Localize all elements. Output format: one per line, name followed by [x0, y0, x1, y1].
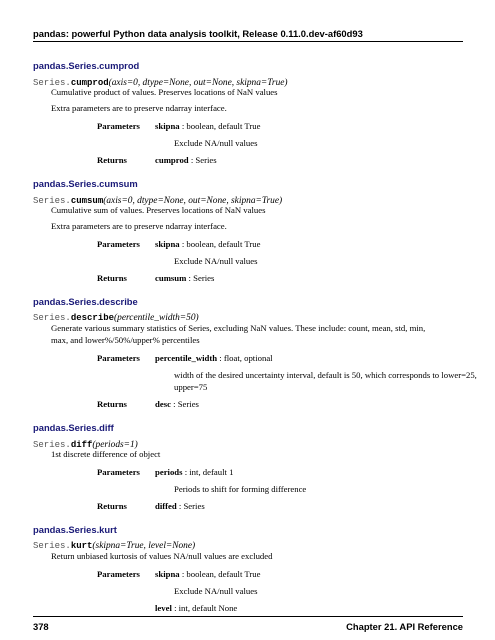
param-name: skipna [155, 121, 180, 131]
sig-args: (skipna=True, level=None) [92, 541, 196, 551]
param-desc-cumsum: Exclude NA/null values [174, 256, 258, 266]
param-diff [155, 466, 233, 478]
param-cumprod [155, 120, 260, 132]
return-name: cumsum [155, 273, 187, 283]
param-desc-diff: Periods to shift for forming difference [174, 484, 307, 494]
description-cumsum: Cumulative sum of values. Preserves locations of NaN values [51, 205, 266, 215]
parameters-label: Parameters [97, 121, 140, 131]
section-title-diff: pandas.Series.diff [33, 422, 114, 433]
param-name: periods [155, 467, 183, 477]
param-kurt-level [155, 602, 237, 614]
sig-prefix: Series. [33, 196, 71, 206]
description-kurt: Return unbiased kurtosis of values NA/null values are excluded [51, 551, 273, 561]
param-kurt-skipna [155, 568, 260, 580]
return-type: : Series [186, 273, 215, 283]
sig-name: diff [70, 440, 93, 450]
parameters-label: Parameters [97, 467, 140, 477]
parameters-label: Parameters [97, 569, 140, 579]
header-rule [33, 41, 463, 42]
section-title-cumprod: pandas.Series.cumprod [33, 60, 140, 71]
extra-cumprod: Extra parameters are to preserve ndarray interface. [51, 103, 227, 113]
param-type: : boolean, default True [179, 569, 261, 579]
returns-label: Returns [97, 501, 127, 511]
param-name: percentile_width [155, 353, 218, 363]
returns-label: Returns [97, 399, 127, 409]
return-cumprod [155, 154, 217, 166]
param-cumsum [155, 238, 260, 250]
parameters-label: Parameters [97, 353, 140, 363]
sig-args: (percentile_width=50) [114, 313, 199, 323]
param-name: level [155, 603, 172, 613]
param-name: skipna [155, 239, 180, 249]
return-name: desc [155, 399, 171, 409]
return-type: : Series [188, 155, 217, 165]
sig-prefix: Series. [33, 78, 71, 88]
param-desc-kurt: Exclude NA/null values [174, 586, 258, 596]
chapter-label: Chapter 21. API Reference [346, 621, 463, 632]
running-header: pandas: powerful Python data analysis toolkit, Release 0.11.0.dev-af60d93 [33, 28, 363, 39]
section-title-cumsum: pandas.Series.cumsum [33, 178, 138, 189]
returns-label: Returns [97, 155, 127, 165]
sig-args: (axis=0, dtype=None, out=None, skipna=True) [108, 78, 288, 88]
extra-cumsum: Extra parameters are to preserve ndarray interface. [51, 221, 227, 231]
return-name: diffed [155, 501, 177, 511]
footer-rule [33, 616, 463, 617]
description-describe-line2: max, and lower%/50%/upper% percentiles [51, 335, 200, 345]
param-type: : boolean, default True [179, 121, 261, 131]
description-cumprod: Cumulative product of values. Preserves locations of NaN values [51, 87, 278, 97]
return-type: : Series [176, 501, 205, 511]
return-type: : Series [170, 399, 199, 409]
sig-prefix: Series. [33, 541, 71, 551]
sig-name: kurt [70, 541, 93, 551]
sig-prefix: Series. [33, 440, 71, 450]
param-type: : boolean, default True [179, 239, 261, 249]
return-name: cumprod [155, 155, 189, 165]
param-desc-describe-line2: upper=75 [174, 382, 208, 392]
description-diff: 1st discrete difference of object [51, 449, 161, 459]
description-describe-line1: Generate various summary statistics of Series, excluding NaN values. These include: count, mean, std, min, [51, 323, 426, 333]
section-title-describe: pandas.Series.describe [33, 296, 138, 307]
param-type: : int, default None [171, 603, 238, 613]
sig-args: (axis=0, dtype=None, out=None, skipna=True) [103, 196, 283, 206]
sig-prefix: Series. [33, 313, 71, 323]
param-type: : float, optional [217, 353, 273, 363]
returns-label: Returns [97, 273, 127, 283]
return-diff [155, 500, 205, 512]
section-title-kurt: pandas.Series.kurt [33, 524, 117, 535]
sig-name: cumsum [70, 196, 104, 206]
param-desc-cumprod: Exclude NA/null values [174, 138, 258, 148]
sig-name: cumprod [70, 78, 109, 88]
page-number: 378 [33, 621, 49, 632]
return-cumsum [155, 272, 214, 284]
sig-args: (periods=1) [92, 440, 138, 450]
param-type: : int, default 1 [182, 467, 234, 477]
param-describe [155, 352, 273, 364]
parameters-label: Parameters [97, 239, 140, 249]
param-desc-describe-line1: width of the desired uncertainty interval, default is 50, which corresponds to lower=25, [174, 370, 477, 380]
return-describe [155, 398, 199, 410]
sig-name: describe [70, 313, 115, 323]
param-name: skipna [155, 569, 180, 579]
